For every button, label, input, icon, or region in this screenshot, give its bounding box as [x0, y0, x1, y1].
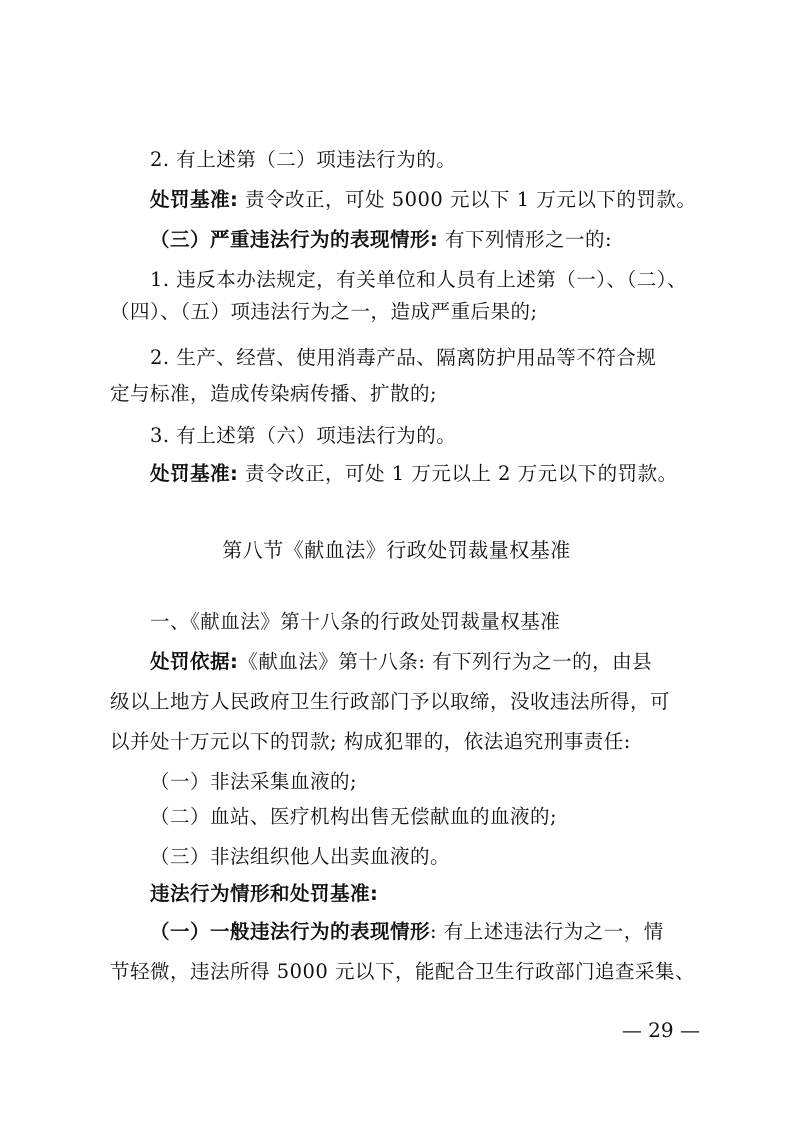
section-heading: 第八节《献血法》行政处罚裁量权基准	[222, 538, 571, 562]
text-line: 处罚基准: 责令改正，可处 1 万元以上 2 万元以下的罚款。	[150, 462, 678, 485]
page-number: — 29 —	[621, 1018, 700, 1042]
text-line: 以并处十万元以下的罚款; 构成犯罪的，依法追究刑事责任:	[110, 730, 631, 753]
text-line: 3. 有上述第（六）项违法行为的。	[150, 424, 457, 447]
text-line: 2. 生产、经营、使用消毒产品、隔离防护用品等不符合规	[150, 346, 657, 369]
list-item: （一）非法采集血液的;	[150, 770, 358, 793]
text-line	[150, 882, 700, 906]
bold-label: 违法行为情形和处罚基准:	[150, 882, 379, 905]
text-line: 处罚基准: 责令改正，可处 5000 元以下 1 万元以下的罚款。	[150, 188, 697, 211]
bold-label: （三）严重违法行为的表现情形:	[150, 228, 439, 251]
text-line: 一、《献血法》第十八条的行政处罚裁量权基准	[150, 610, 561, 633]
list-item: （三）非法组织他人出卖血液的。	[150, 845, 451, 868]
text-line: （一）一般违法行为的表现情形: 有上述违法行为之一，情	[150, 920, 664, 943]
text-line: （三）严重违法行为的表现情形: 有下列情形之一的:	[150, 228, 613, 251]
text-line: 定与标准，造成传染病传播、扩散的;	[110, 382, 438, 405]
bold-label: 处罚基准:	[150, 188, 239, 211]
bold-label: （一）一般违法行为的表现情形	[150, 920, 431, 943]
text-line: 2. 有上述第（二）项违法行为的。	[150, 148, 457, 171]
text-line: 1. 违反本办法规定，有关单位和人员有上述第（一）、（二）、	[150, 268, 688, 291]
text-line: 级以上地方人民政府卫生行政部门予以取缔，没收违法所得，可	[110, 690, 671, 713]
text-line: 节轻微，违法所得 5000 元以下，能配合卫生行政部门追查采集、	[110, 960, 696, 983]
text-line: 处罚依据:《献血法》第十八条: 有下列行为之一的，由县	[150, 650, 653, 673]
bold-label: 处罚依据:	[150, 650, 239, 673]
text-line: （四）、（五）项违法行为之一，造成严重后果的;	[110, 300, 538, 323]
bold-label: 处罚基准:	[150, 462, 239, 485]
list-item: （二）血站、医疗机构出售无偿献血的血液的;	[150, 805, 558, 828]
